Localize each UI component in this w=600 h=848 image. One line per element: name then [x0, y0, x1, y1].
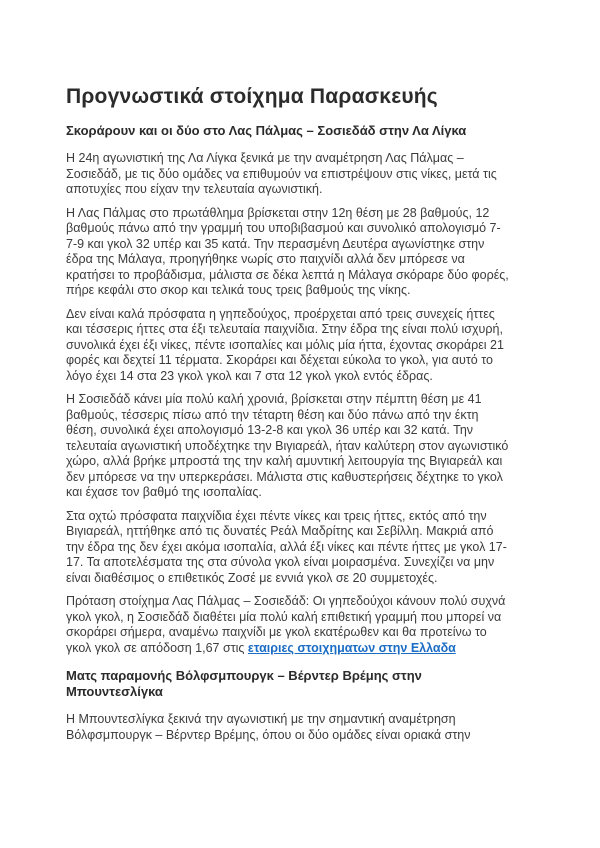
section1-paragraph-1: Η 24η αγωνιστική της Λα Λίγκα ξενικά με την αναμέτρηση Λας Πάλμας – Σοσιεδάδ, με τις δύο ομάδες να επιθυμούν να επιστρέψουν στις νίκες, μετά τις αποτυχίες που είχαν την τελευταία αγωνιστική.	[66, 151, 497, 196]
section1-paragraph-4: Η Σοσιεδάδ κάνει μία πολύ καλή χρονιά, βρίσκεται στην πέμπτη θέση με 41 βαθμούς, τέσσερις πίσω από την τέταρτη θέση και δύο πάνω από την έκτη θέση, συνολικά έχει απολογισμό 13-2-8 και γκολ 36 υπέρ και 32 κατά. Την τελευταία αγωνιστική υποδέχτηκε την Βιγιαρεάλ, ήταν καλύτερη στον αγωνιστικό χώρο, αλλά βρήκε μπροστά της την καλή αμυντική λειτουργία της Βιγιαρεάλ και δεν μπόρεσε να την υπερκεράσει. Μάλιστα στις καθυστερήσεις δέχτηκε το γκολ και έχασε τον βαθμό της ισοπαλίας.	[66, 392, 509, 499]
section2-heading: Ματς παραμονής Βόλφσμπουργκ – Βέρντερ Βρέμης στην Μπουντεσλίγκα	[66, 668, 422, 699]
betting-tip-text: Πρόταση στοίχημα Λας Πάλμας – Σοσιεδάδ: Οι γηπεδούχοι κάνουν πολύ συχνά γκολ γκολ, η Σοσιεδάδ διαθέτει μία πολύ καλή επιθετική γραμμή που μπορεί να σκοράρει σήμερα, αναμένω παιχνίδι με γκολ εκατέρωθεν και θα προτείνω το γκολ γκολ σε απόδοση 1,67 στις	[66, 594, 506, 655]
section2-paragraph-1: Η Μπουντεσλίγκα ξεκινά την αγωνιστική με την σημαντική αναμέτρηση Βόλφσμπουργκ – Βέρντερ Βρέμης, όπου οι δύο ομάδες είναι οριακά στην	[66, 712, 471, 742]
page-title: Προγνωστικά στοίχημα Παρασκευής	[66, 85, 438, 108]
section1-paragraph-5: Στα οχτώ πρόσφατα παιχνίδια έχει πέντε νίκες και τρεις ήττες, εκτός από την Βιγιαρεάλ, ηττήθηκε από τις δυνατές Ρεάλ Μαδρίτης και Σεβίλλη. Μακριά από την έδρα της δεν έχει ακόμα ισοπαλία, αλλά έξι νίκες και πέντε ήττες με γκολ 17-17. Τα αποτελέσματα της στα σύνολα γκολ είναι μοιρασμένα. Συνεχίζει να μην είναι διαθέσιμος ο επιθετικός Ζοσέ με εννιά γκολ σε 20 συμμετοχές.	[66, 508, 507, 585]
section1-paragraph-3: Δεν είναι καλά πρόσφατα η γηπεδούχος, προέρχεται από τρεις συνεχείς ήττες και τέσσερις ήττες στα έξι τελευταία παιχνίδια. Στην έδρα της είναι πολύ ισχυρή, συνολικά έχει έξι νίκες, πέντε ισοπαλίες και μόλις μία ήττα, έχοντας σκοράρει 21 φορές και δεχτεί 11 τέρματα. Σκοράρει και δέχεται εύκολα το γκολ, για αυτό το λόγο έχει 14 στα 23 γκολ γκολ και 7 στα 12 γκολ γκολ εντός έδρας.	[66, 306, 504, 383]
betting-tip-paragraph	[66, 594, 510, 656]
betting-companies-link[interactable]: εταιριες στοιχηματων στην Ελλαδα	[247, 640, 456, 655]
section1-heading: Σκοράρουν και οι δύο στο Λας Πάλμας – Σοσιεδάδ στην Λα Λίγκα	[66, 123, 467, 138]
section1-paragraph-2: Η Λας Πάλμας στο πρωτάθλημα βρίσκεται στην 12η θέση με 28 βαθμούς, 12 βαθμούς πάνω από την γραμμή του υποβιβασμού και συνολικό απολογισμό 7-7-9 και γκολ 32 υπέρ και 35 κατά. Την περασμένη Δευτέρα αγωνίστηκε στην έδρα της Μάλαγα, προηγήθηκε νωρίς στο παιχνίδι αλλά δεν μπόρεσε να κρατήσει το προβάδισμα, μάλιστα σε δέκα λεπτά η Μάλαγα σκόραρε δύο φορές, πήρε κεφάλι στο σκορ και τελικά τους τρεις βαθμούς της νίκης.	[66, 205, 509, 297]
